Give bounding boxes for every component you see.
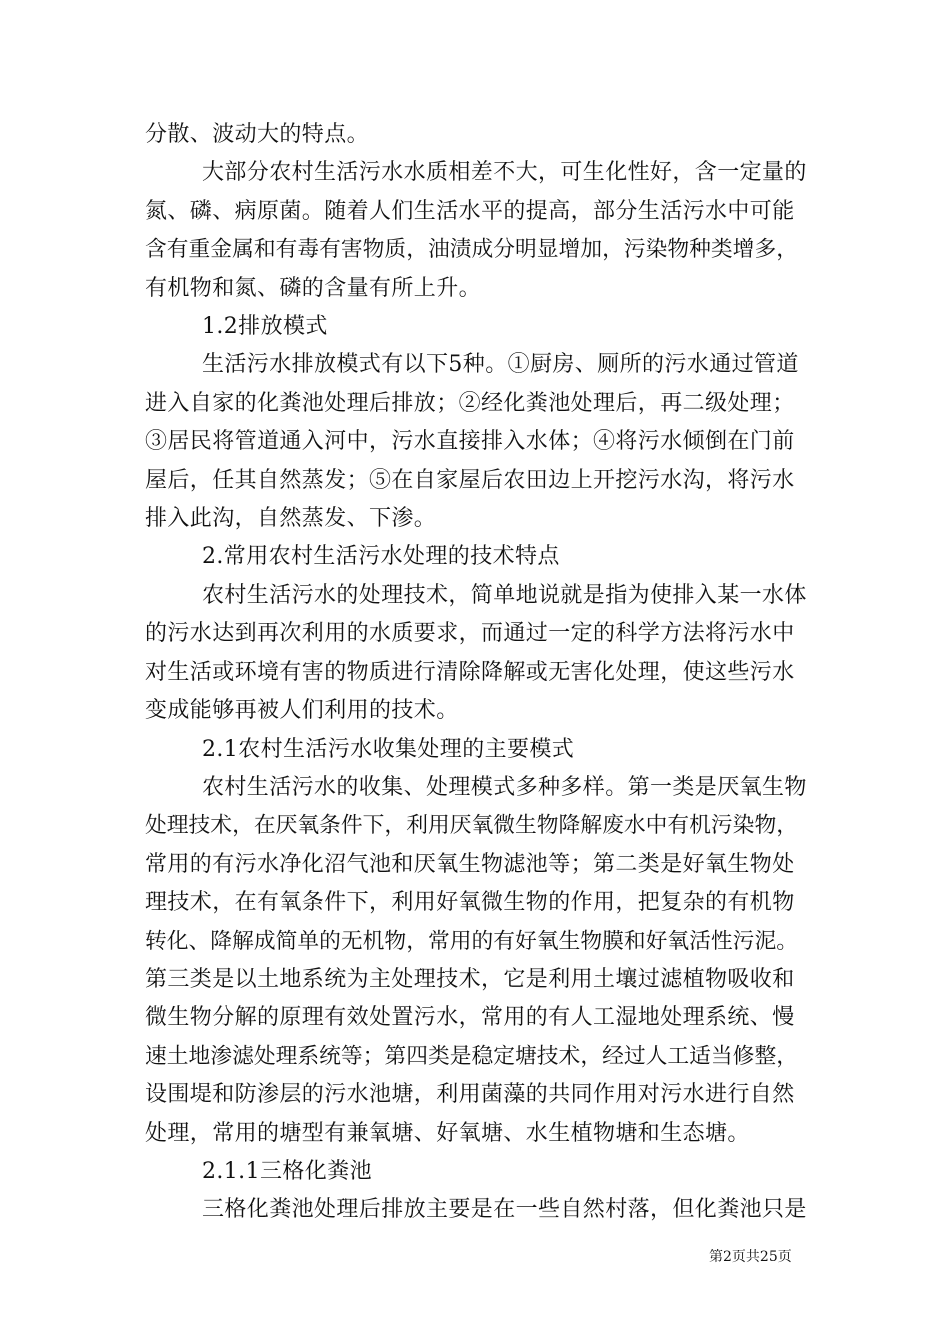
text-line: 三格化粪池处理后排放主要是在一些自然村落，但化粪池只是 [202,1197,807,1223]
text-line: 2.1.1三格化粪池 [202,1158,372,1184]
text-line: 含有重金属和有毒有害物质，油渍成分明显增加，污染物种类增多， [145,237,798,263]
text-line: 微生物分解的原理有效处置污水，常用的有人工湿地处理系统、慢 [145,1005,795,1031]
text-line: 氮、磷、病原菌。随着人们生活水平的提高，部分生活污水中可能 [145,198,795,224]
text-line: 变成能够再被人们利用的技术。 [145,698,459,724]
page-number: 第2页共25页 [709,1249,792,1265]
text-line: 排入此沟，自然蒸发、下渗。 [145,506,437,532]
text-line: 农村生活污水的收集、处理模式多种多样。第一类是厌氧生物 [202,774,807,800]
text-line: 进入自家的化粪池处理后排放；②经化粪池处理后，再二级处理； [145,390,795,416]
text-line: 大部分农村生活污水水质相差不大，可生化性好，含一定量的 [202,160,807,186]
text-line: 第三类是以土地系统为主处理技术，它是利用土壤过滤植物吸收和 [145,966,795,992]
text-line: 有机物和氮、磷的含量有所上升。 [145,275,482,301]
text-line: 对生活或环境有害的物质进行清除降解或无害化处理，使这些污水 [145,659,795,685]
text-line: 速土地渗滤处理系统等；第四类是稳定塘技术，经过人工适当修整， [145,1043,798,1069]
text-line: 1.2排放模式 [202,314,328,340]
text-line: 转化、降解成简单的无机物，常用的有好氧生物膜和好氧活性污泥。 [145,928,798,954]
text-line: 设围堤和防渗层的污水池塘，利用菌藻的共同作用对污水进行自然 [145,1082,795,1108]
text-line: 2.1农村生活污水收集处理的主要模式 [202,736,575,762]
text-line: 处理，常用的塘型有兼氧塘、好氧塘、水生植物塘和生态塘。 [145,1120,750,1146]
text-line: 常用的有污水净化沼气池和厌氧生物滤池等；第二类是好氧生物处 [145,851,795,877]
text-line: ③居民将管道通入河中，污水直接排入水体；④将污水倾倒在门前 [145,429,795,455]
text-line: 理技术，在有氧条件下，利用好氧微生物的作用，把复杂的有机物 [145,890,795,916]
text-line: 2.常用农村生活污水处理的技术特点 [202,544,560,570]
text-line: 屋后，任其自然蒸发；⑤在自家屋后农田边上开挖污水沟，将污水 [145,467,795,493]
text-line: 的污水达到再次利用的水质要求，而通过一定的科学方法将污水中 [145,621,795,647]
text-line: 农村生活污水的处理技术，简单地说就是指为使排入某一水体 [202,582,807,608]
document-body [145,116,810,1230]
text-line: 分散、波动大的特点。 [145,122,370,147]
text-line: 生活污水排放模式有以下5种。①厨房、厕所的污水通过管道 [202,352,799,378]
text-line: 处理技术，在厌氧条件下，利用厌氧微生物降解废水中有机污染物， [145,813,798,839]
